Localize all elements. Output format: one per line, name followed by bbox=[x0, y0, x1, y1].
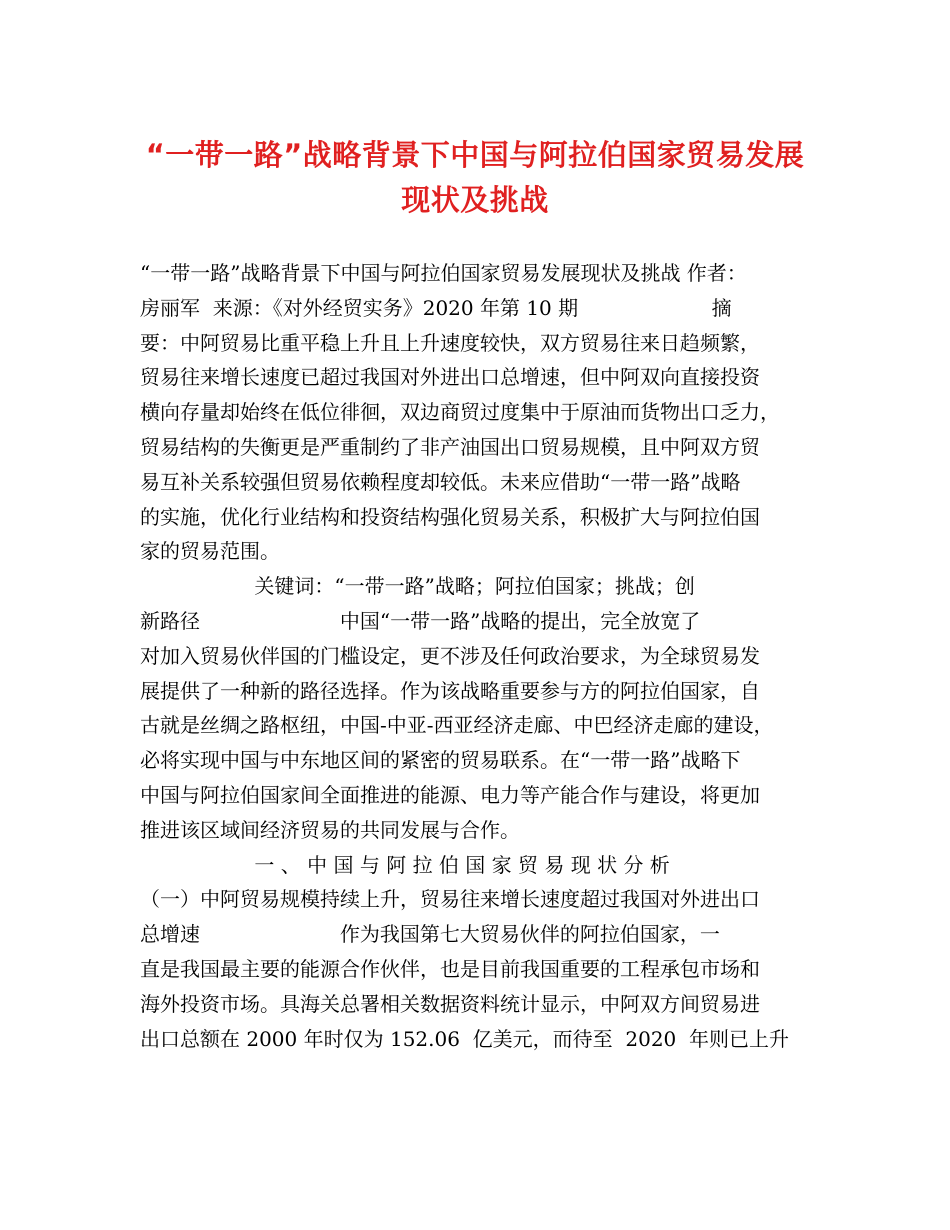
document-title-line-2: 现状及挑战 bbox=[401, 183, 549, 217]
document-body bbox=[140, 256, 820, 1056]
body-line: 要：中阿贸易比重平稳上升且上升速度较快，双方贸易往来日趋频繁， bbox=[140, 330, 760, 355]
body-line: 房丽军 来源：《对外经贸实务》2020 年第 10 期 摘 bbox=[140, 295, 732, 320]
body-line: 贸易往来增长速度已超过我国对外进出口总增速，但中阿双向直接投资 bbox=[140, 365, 760, 390]
body-line: 关键词：“一带一路”战略；阿拉伯国家；挑战；创 bbox=[140, 574, 695, 599]
body-line: 对加入贸易伙伴国的门槛设定，更不涉及任何政治要求，为全球贸易发 bbox=[140, 643, 760, 668]
body-line: 中国与阿拉伯国家间全面推进的能源、电力等产能合作与建设，将更加 bbox=[140, 782, 760, 807]
body-line: 总增速 作为我国第七大贸易伙伴的阿拉伯国家，一 bbox=[140, 922, 720, 947]
document-title-line-1: “一带一路”战略背景下中国与阿拉伯国家贸易发展 bbox=[145, 138, 805, 172]
body-line: 的实施，优化行业结构和投资结构强化贸易关系，积极扩大与阿拉伯国 bbox=[140, 504, 760, 529]
body-line: 易互补关系较强但贸易依赖程度却较低。未来应借助“一带一路”战略 bbox=[140, 469, 741, 494]
section-heading: 一 、 中 国 与 阿 拉 伯 国 家 贸 易 现 状 分 析 bbox=[140, 852, 670, 877]
body-line: 展提供了一种新的路径选择。作为该战略重要参与方的阿拉伯国家，自 bbox=[140, 678, 760, 703]
body-line: “一带一路”战略背景下中国与阿拉伯国家贸易发展现状及挑战 作者： bbox=[140, 261, 747, 285]
body-line: 家的贸易范围。 bbox=[140, 539, 280, 564]
body-line: 海外投资市场。具海关总署相关数据资料统计显示，中阿双方间贸易进 bbox=[140, 991, 760, 1016]
body-line: 必将实现中国与中东地区间的紧密的贸易联系。在“一带一路”战略下 bbox=[140, 748, 741, 773]
body-line: 推进该区域间经济贸易的共同发展与合作。 bbox=[140, 817, 520, 842]
body-line: 横向存量却始终在低位徘徊，双边商贸过度集中于原油而货物出口乏力， bbox=[140, 400, 780, 425]
subsection-heading: （一）中阿贸易规模持续上升，贸易往来增长速度超过我国对外进出口 bbox=[140, 887, 760, 912]
body-line: 出口总额在 2000 年时仅为 152.06 亿美元，而待至 2020 年则已上升 bbox=[140, 1026, 789, 1051]
body-line: 贸易结构的失衡更是严重制约了非产油国出口贸易规模，且中阿双方贸 bbox=[140, 434, 760, 459]
body-line: 直是我国最主要的能源合作伙伴，也是目前我国重要的工程承包市场和 bbox=[140, 956, 760, 981]
body-line: 古就是丝绸之路枢纽，中国-中亚-西亚经济走廊、中巴经济走廊的建设， bbox=[140, 713, 774, 738]
body-line: 新路径 中国“一带一路”战略的提出，完全放宽了 bbox=[140, 608, 701, 633]
